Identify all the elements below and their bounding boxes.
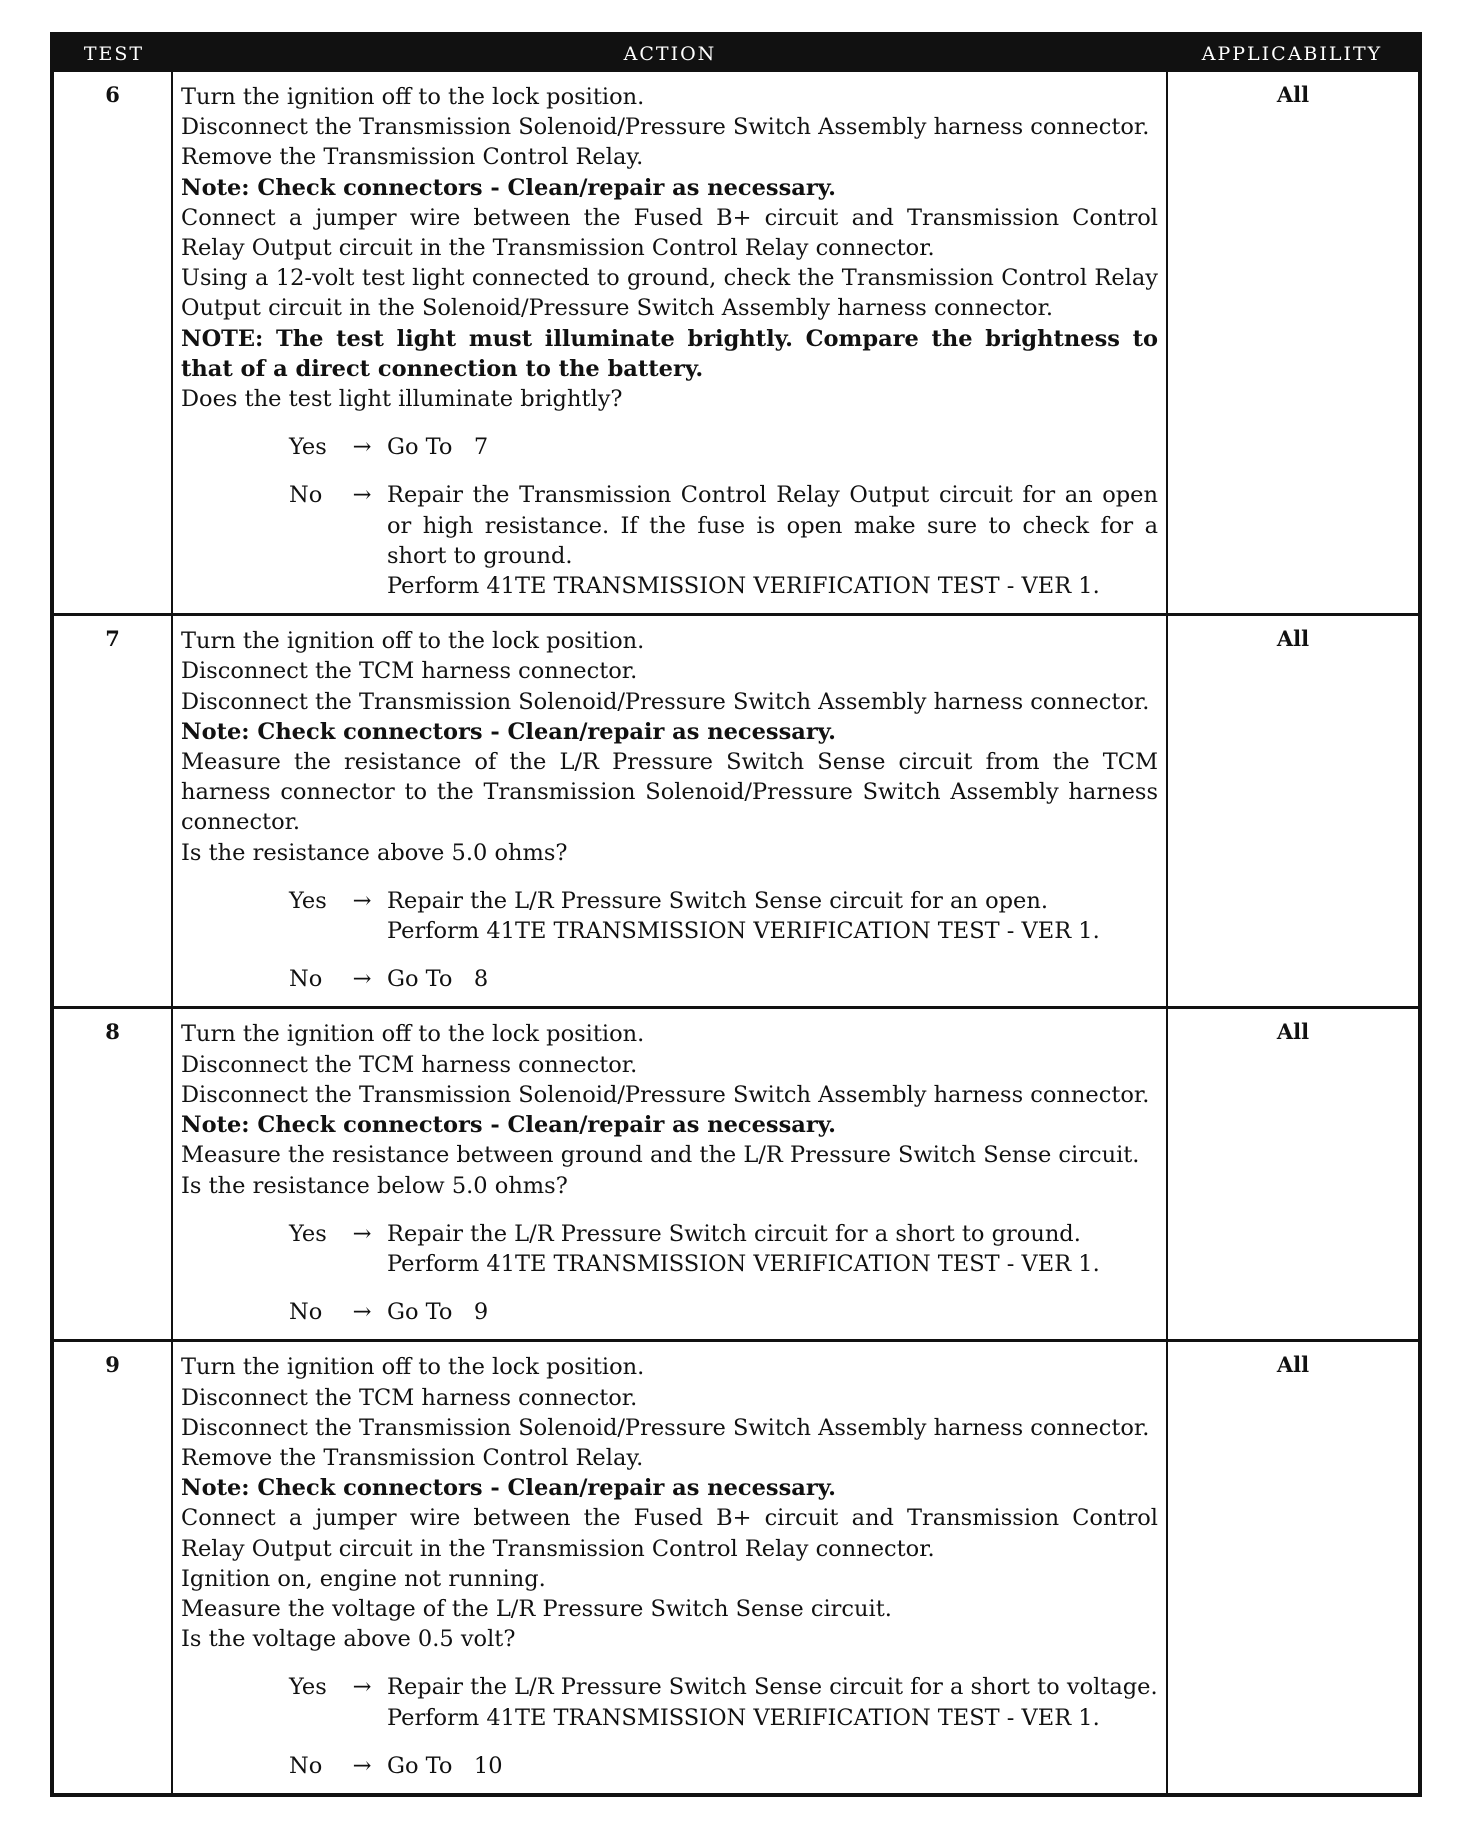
table-row [54, 613, 1418, 1006]
applicability-cell: All [1276, 1019, 1310, 1045]
note-line: Note: Check connectors - Clean/repair as necessary. [181, 1112, 836, 1139]
action-cell [173, 1009, 1168, 1339]
answer-text: Go To 9 [387, 1299, 489, 1326]
action-line: Disconnect the TCM harness connector. [181, 658, 638, 685]
diagnostic-test-table [50, 32, 1422, 1797]
arrow-icon: → [352, 434, 372, 461]
answer-label: Yes [289, 1674, 327, 1701]
action-line: Disconnect the Transmission Solenoid/Pressure Switch Assembly harness connector. [181, 1414, 1150, 1441]
answer-yes [289, 432, 1158, 462]
applicability-cell: All [1276, 1352, 1310, 1378]
header-applicability: APPLICABILITY [1201, 43, 1383, 65]
answers [181, 1219, 1158, 1328]
action-line: Connect a jumper wire between the Fused B+ circuit and Transmission Control Relay Output circuit in the Transmission Control Relay connector. [181, 1505, 1158, 1562]
arrow-icon: → [352, 482, 372, 509]
answer-label: No [289, 1299, 323, 1326]
note-line: NOTE: The test light must illuminate brightly. Compare the brightness to that of a direct connection to the battery. [181, 325, 1158, 382]
action-line: Disconnect the Transmission Solenoid/Pressure Switch Assembly harness connector. [181, 114, 1150, 141]
answer-label: Yes [289, 887, 327, 914]
action-line: Is the resistance below 5.0 ohms? [181, 1172, 568, 1199]
answer-no [289, 480, 1166, 601]
test-number: 7 [54, 616, 173, 1006]
answer-text: Go To 10 [387, 1752, 503, 1779]
answers [181, 886, 1158, 995]
answer-text: Repair the L/R Pressure Switch Sense circuit for a short to voltage. [387, 1674, 1158, 1701]
answer-text: Repair the L/R Pressure Switch Sense circuit for an open. [387, 887, 1048, 914]
table-header [54, 36, 1418, 72]
applicability-cell: All [1276, 82, 1310, 107]
action-line: Turn the ignition off to the lock position. [181, 84, 645, 110]
action-line: Measure the voltage of the L/R Pressure Switch Sense circuit. [181, 1595, 892, 1622]
action-line: Measure the resistance between ground and the L/R Pressure Switch Sense circuit. [181, 1142, 1140, 1169]
action-cell [173, 72, 1168, 613]
answer-no [289, 1297, 1158, 1327]
table-row [54, 1339, 1418, 1793]
action-line: Disconnect the TCM harness connector. [181, 1384, 638, 1411]
answer-label: No [289, 482, 323, 509]
arrow-icon: → [352, 1674, 372, 1701]
answer-body [387, 480, 1166, 601]
action-line: Remove the Transmission Control Relay. [181, 144, 644, 171]
verification-instruction: Perform 41TE TRANSMISSION VERIFICATION TEST - VER 1. [387, 1250, 1100, 1277]
verification-instruction: Perform 41TE TRANSMISSION VERIFICATION TEST - VER 1. [387, 1704, 1100, 1731]
action-line: Disconnect the Transmission Solenoid/Pressure Switch Assembly harness connector. [181, 1081, 1150, 1108]
action-line: Measure the resistance of the L/R Pressure Switch Sense circuit from the TCM harness connector to the Transmission Solenoid/Pressure Switch Assembly harness connector. [181, 749, 1158, 836]
answer-body [387, 964, 1158, 994]
applicability-cell: All [1276, 626, 1310, 652]
action-line: Ignition on, engine not running. [181, 1565, 546, 1592]
action-line: Is the voltage above 0.5 volt? [181, 1626, 516, 1653]
answer-yes [289, 886, 1158, 946]
action-line: Connect a jumper wire between the Fused B+ circuit and Transmission Control Relay Output circuit in the Transmission Control Relay connector. [181, 204, 1158, 262]
answer-yes [289, 1672, 1158, 1732]
arrow-icon: → [352, 1220, 372, 1247]
verification-instruction: Perform 41TE TRANSMISSION VERIFICATION TEST - VER 1. [387, 918, 1100, 945]
arrow-icon: → [352, 887, 372, 914]
note-line: Note: Check connectors - Clean/repair as necessary. [181, 1475, 836, 1502]
test-number: 9 [54, 1342, 173, 1793]
answers [181, 1672, 1158, 1781]
answer-body [387, 1751, 1158, 1781]
answer-text: Repair the Transmission Control Relay Output circuit for an open or high resistance. If the fuse is open make sure to check for a short to ground. [387, 482, 1166, 569]
answer-no [289, 1751, 1158, 1781]
action-line: Remove the Transmission Control Relay. [181, 1444, 644, 1471]
note-line: Note: Check connectors - Clean/repair as necessary. [181, 718, 836, 745]
table-row [54, 1006, 1418, 1339]
arrow-icon: → [352, 1752, 372, 1779]
answers [181, 432, 1166, 601]
answer-label: No [289, 966, 323, 993]
action-line: Turn the ignition off to the lock position. [181, 1021, 645, 1048]
header-action: ACTION [623, 43, 717, 65]
action-line: Turn the ignition off to the lock position. [181, 628, 645, 655]
action-line: Does the test light illuminate brightly? [181, 386, 623, 413]
answer-text: Go To 7 [387, 434, 489, 461]
test-number: 8 [54, 1009, 173, 1339]
header-test: TEST [83, 43, 145, 65]
action-line: Using a 12-volt test light connected to ground, check the Transmission Control Relay Output circuit in the Solenoid/Pressure Switch Assembly harness connector. [181, 265, 1158, 322]
test-number: 6 [54, 72, 173, 613]
answer-body [387, 886, 1158, 946]
answer-label: No [289, 1752, 323, 1779]
verification-instruction: Perform 41TE TRANSMISSION VERIFICATION TEST - VER 1. [387, 573, 1100, 600]
action-line: Disconnect the Transmission Solenoid/Pressure Switch Assembly harness connector. [181, 688, 1150, 715]
answer-text: Repair the L/R Pressure Switch circuit for a short to ground. [387, 1220, 1081, 1247]
arrow-icon: → [352, 966, 372, 993]
action-line: Turn the ignition off to the lock position. [181, 1354, 645, 1381]
answer-label: Yes [289, 434, 327, 461]
action-line: Disconnect the TCM harness connector. [181, 1051, 638, 1078]
answer-label: Yes [289, 1220, 327, 1247]
answer-body [387, 1297, 1158, 1327]
table-row [54, 72, 1418, 613]
arrow-icon: → [352, 1299, 372, 1326]
answer-body [387, 1219, 1158, 1279]
action-cell [173, 616, 1168, 1006]
answer-no [289, 964, 1158, 994]
note-line: Note: Check connectors - Clean/repair as necessary. [181, 174, 836, 201]
answer-body [387, 1672, 1158, 1732]
answer-text: Go To 8 [387, 966, 489, 993]
answer-yes [289, 1219, 1158, 1279]
table-body [54, 72, 1418, 1793]
action-cell [173, 1342, 1168, 1793]
action-line: Is the resistance above 5.0 ohms? [181, 839, 568, 866]
answer-body [387, 432, 1158, 462]
